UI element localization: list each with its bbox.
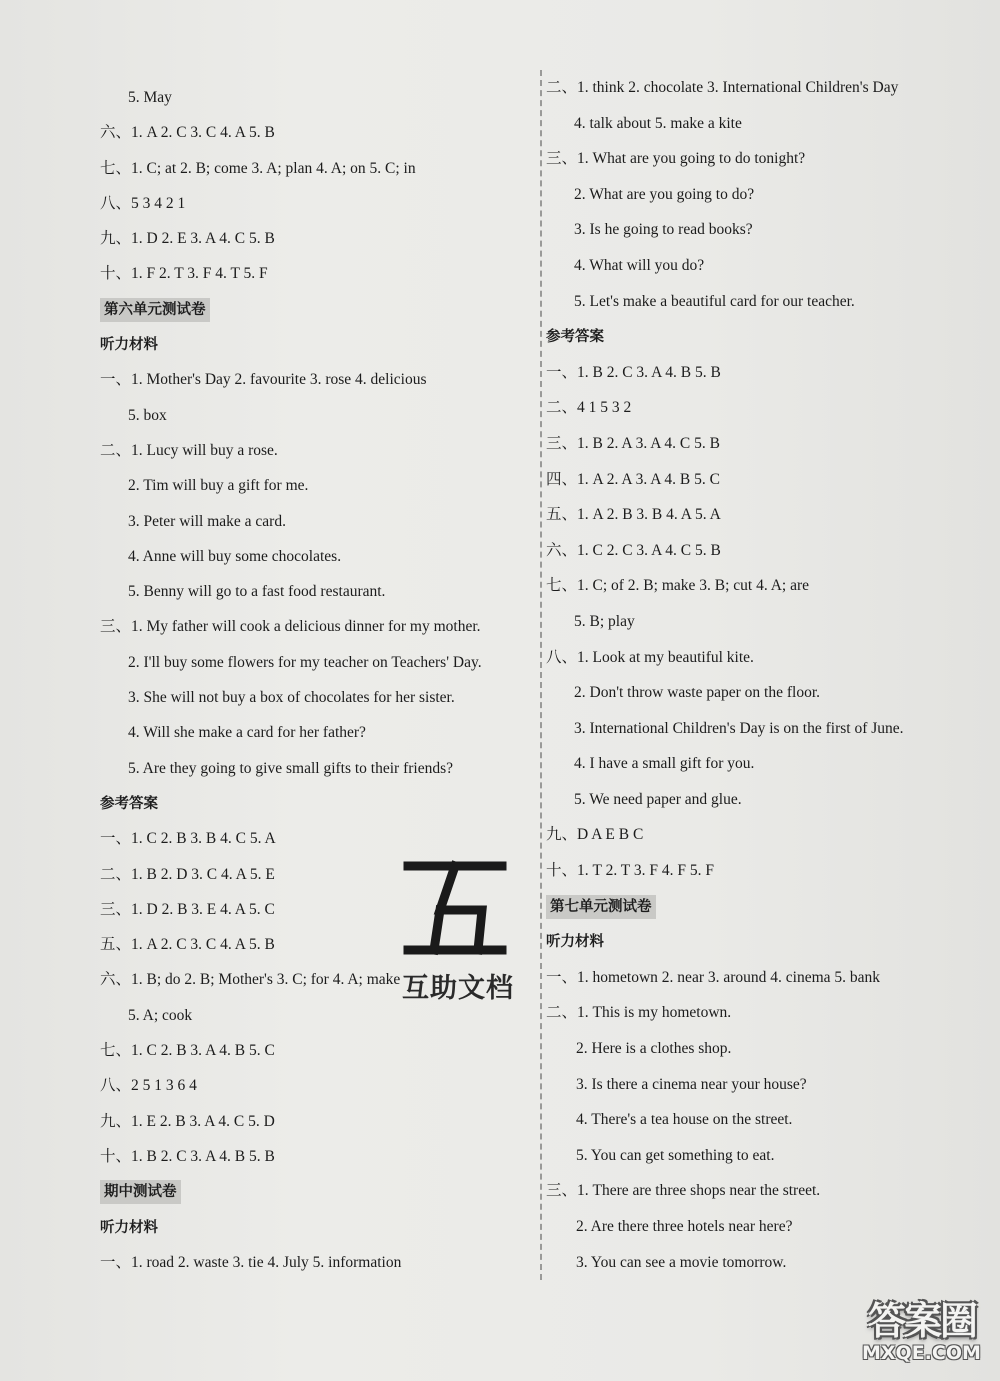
sub-heading: 听力材料 (546, 934, 604, 951)
text-line: 十、1. T 2. T 3. F 4. F 5. F (546, 862, 714, 880)
text-line: 2. Are there three hotels near here? (576, 1218, 793, 1235)
logo-url: MXQE.COM (862, 1342, 981, 1364)
text-line: 八、1. Look at my beautiful kite. (546, 648, 754, 666)
text-line: 5. Let's make a beautiful card for our teacher. (574, 292, 855, 310)
sub-heading: 参考答案 (546, 329, 604, 346)
watermark-text: 互助文档 (402, 973, 514, 1004)
text-line: 5. Benny will go to a fast food restaurant. (128, 583, 386, 601)
left-column (100, 80, 530, 1280)
text-line: 一、1. C 2. B 3. B 4. C 5. A (100, 830, 276, 848)
text-line: 七、1. C 2. B 3. A 4. B 5. C (100, 1042, 275, 1060)
text-line: 3. Is he going to read books? (574, 221, 753, 239)
text-line: 九、1. E 2. B 3. A 4. C 5. D (100, 1112, 275, 1130)
text-line: 3. International Children's Day is on the first of June. (574, 719, 904, 737)
text-line: 四、1. A 2. A 3. A 4. B 5. C (546, 470, 720, 488)
text-line: 七、1. C; at 2. B; come 3. A; plan 4. A; on 5. C; in (100, 159, 416, 177)
text-line: 六、1. A 2. C 3. C 4. A 5. B (100, 124, 275, 142)
text-line: 八、5 3 4 2 1 (100, 194, 186, 212)
text-line (100, 292, 530, 327)
text-line: 五、1. A 2. B 3. B 4. A 5. A (546, 506, 721, 524)
text-line: 三、1. There are three shops near the street. (546, 1182, 821, 1200)
text-line: 五、1. A 2. C 3. C 4. A 5. B (100, 936, 275, 954)
text-line: 3. Peter will make a card. (128, 512, 286, 530)
section-heading: 第七单元测试卷 (546, 895, 656, 919)
text-line (546, 889, 986, 925)
text-line: 4. There's a tea house on the street. (576, 1111, 793, 1129)
text-line: 5. We need paper and glue. (574, 790, 742, 808)
text-line: 2. Here is a clothes shop. (576, 1040, 732, 1058)
site-logo (860, 1290, 995, 1375)
text-line: 九、D A E B C (546, 826, 644, 844)
text-line: 5. You can get something to eat. (576, 1146, 775, 1164)
text-line: 三、1. What are you going to do tonight? (546, 150, 806, 168)
text-line: 一、1. Mother's Day 2. favourite 3. rose 4. delicious (100, 371, 427, 389)
text-line: 十、1. F 2. T 3. F 4. T 5. F (100, 265, 268, 283)
text-line: 六、1. C 2. C 3. A 4. C 5. B (546, 541, 721, 559)
text-line: 3. She will not buy a box of chocolates for her sister. (128, 689, 455, 707)
logo-title: 答案圈 (868, 1299, 977, 1343)
text-line: 4. Will she make a card for her father? (128, 724, 366, 742)
text-line: 三、1. B 2. A 3. A 4. C 5. B (546, 434, 720, 452)
text-line: 二、1. think 2. chocolate 3. International Children's Day (546, 79, 899, 96)
text-line: 八、2 5 1 3 6 4 (100, 1077, 197, 1095)
text-line: 三、1. D 2. B 3. E 4. A 5. C (100, 900, 275, 918)
sub-heading: 听力材料 (100, 1219, 158, 1236)
text-line: 二、1. This is my hometown. (546, 1004, 732, 1022)
text-line: 5. May (128, 89, 172, 106)
section-heading: 第六单元测试卷 (100, 298, 210, 322)
text-line: 一、1. road 2. waste 3. tie 4. July 5. information (100, 1253, 402, 1271)
text-line: 十、1. B 2. C 3. A 4. B 5. B (100, 1147, 275, 1165)
text-line: 5. Are they going to give small gifts to their friends? (128, 759, 454, 777)
text-line: 三、1. My father will cook a delicious dinner for my mother. (100, 618, 481, 636)
text-line: 2. I'll buy some flowers for my teacher on Teachers' Day. (128, 653, 482, 671)
column-divider (540, 70, 542, 1280)
text-line: 4. Anne will buy some chocolates. (128, 547, 342, 565)
text-line: 5. B; play (574, 612, 635, 630)
text-line: 5. A; cook (128, 1006, 193, 1024)
text-line (100, 786, 530, 821)
text-line: 七、1. C; of 2. B; make 3. B; cut 4. A; are (546, 577, 810, 595)
text-line: 4. talk about 5. make a kite (574, 114, 742, 132)
text-line (100, 1174, 530, 1209)
text-line: 2. Tim will buy a gift for me. (128, 477, 309, 495)
text-line: 3. You can see a movie tomorrow. (576, 1253, 787, 1271)
text-line: 二、1. Lucy will buy a rose. (100, 441, 278, 459)
watermark-logo (400, 858, 510, 958)
section-heading: 期中测试卷 (100, 1180, 181, 1204)
sub-heading: 参考答案 (100, 795, 158, 812)
text-line: 5. box (128, 406, 167, 424)
text-line: 二、4 1 5 3 2 (546, 399, 632, 417)
sub-heading: 听力材料 (100, 337, 158, 354)
text-line: 2. What are you going to do? (574, 185, 755, 203)
text-line (546, 924, 986, 960)
text-line: 六、1. B; do 2. B; Mother's 3. C; for 4. A; make (100, 971, 401, 989)
right-column (546, 70, 986, 1280)
text-line: 九、1. D 2. E 3. A 4. C 5. B (100, 230, 275, 248)
text-line (546, 319, 986, 355)
text-line: 4. What will you do? (574, 256, 705, 274)
text-line: 一、1. B 2. C 3. A 4. B 5. B (546, 363, 721, 381)
text-line (100, 1210, 530, 1245)
text-line: 3. Is there a cinema near your house? (576, 1075, 807, 1093)
text-line: 4. I have a small gift for you. (574, 755, 755, 773)
text-line (100, 327, 530, 362)
text-line: 二、1. B 2. D 3. C 4. A 5. E (100, 865, 275, 883)
text-line: 一、1. hometown 2. near 3. around 4. cinema 5. bank (546, 968, 881, 986)
text-line: 2. Don't throw waste paper on the floor. (574, 684, 821, 702)
